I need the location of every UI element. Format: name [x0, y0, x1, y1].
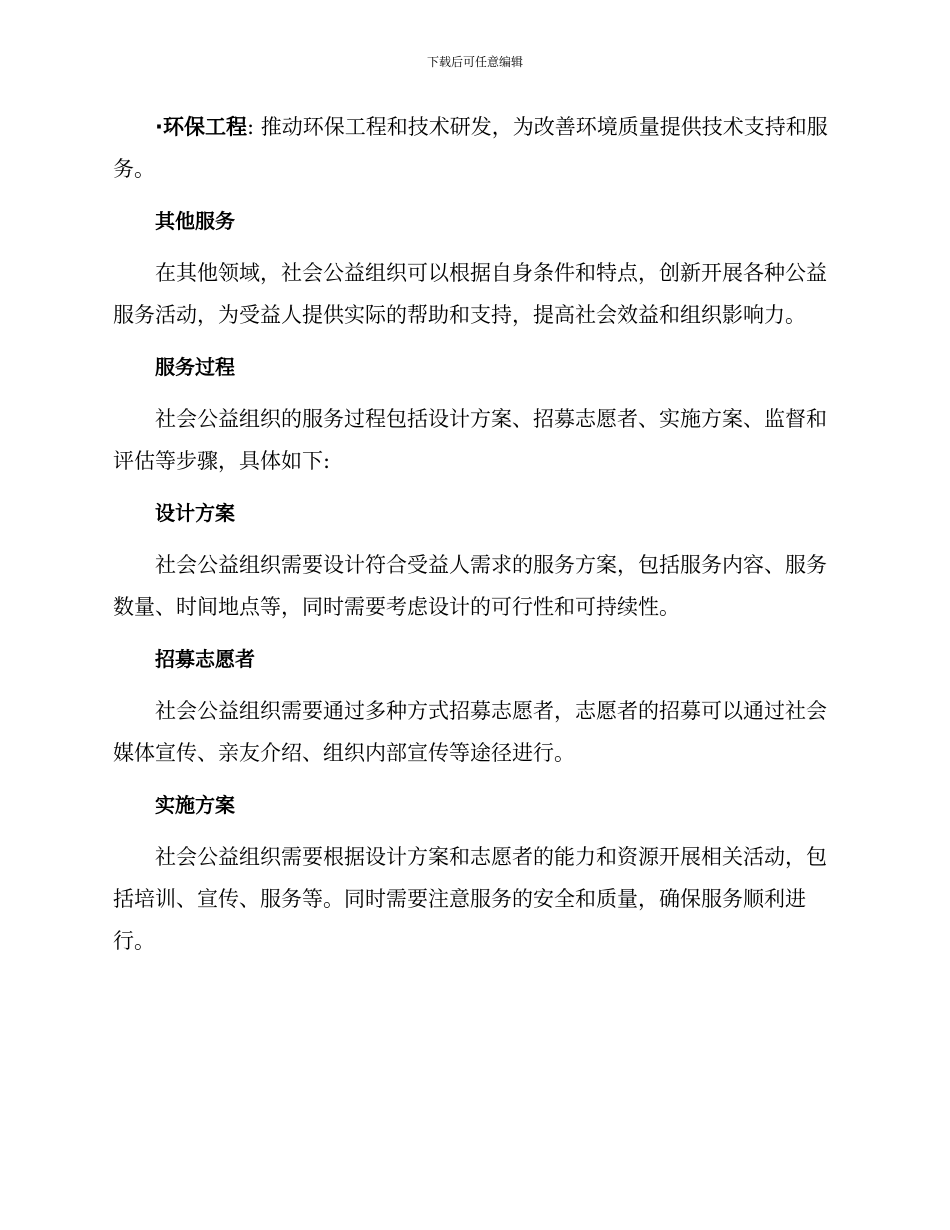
heading-recruit-volunteers: 招募志愿者: [155, 647, 255, 671]
page-header-note: 下载后可任意编辑: [426, 55, 523, 69]
bullet-term: 环保工程: [162, 115, 247, 139]
paragraph-service-process: 社会公益组织的服务过程包括设计方案、招募志愿者、实施方案、监督和评估等步骤，具体如下:: [113, 407, 827, 473]
heading-other-services: 其他服务: [155, 209, 235, 233]
bullet-marker: ·: [155, 115, 163, 139]
document-body: [113, 106, 833, 972]
bullet-colon: :: [246, 115, 255, 139]
heading-implement-plan: 实施方案: [155, 793, 235, 817]
heading-design-plan: 设计方案: [155, 501, 235, 525]
paragraph-other-services: 在其他领域，社会公益组织可以根据自身条件和特点，创新开展各种公益服务活动，为受益人提供实际的帮助和支持，提高社会效益和组织影响力。: [113, 261, 827, 327]
paragraph-recruit-volunteers: 社会公益组织需要通过多种方式招募志愿者，志愿者的招募可以通过社会媒体宣传、亲友介绍、组织内部宣传等途径进行。: [113, 699, 827, 765]
paragraph-design-plan: 社会公益组织需要设计符合受益人需求的服务方案，包括服务内容、服务数量、时间地点等，同时需要考虑设计的可行性和可持续性。: [113, 553, 827, 619]
env-engineering-bullet: [113, 106, 833, 190]
bullet-text: 推动环保工程和技术研发，为改善环境质量提供技术支持和服务。: [113, 115, 828, 181]
paragraph-implement-plan: 社会公益组织需要根据设计方案和志愿者的能力和资源开展相关活动，包括培训、宣传、服务等。同时需要注意服务的安全和质量，确保服务顺利进行。: [113, 845, 827, 953]
heading-service-process: 服务过程: [155, 355, 235, 379]
